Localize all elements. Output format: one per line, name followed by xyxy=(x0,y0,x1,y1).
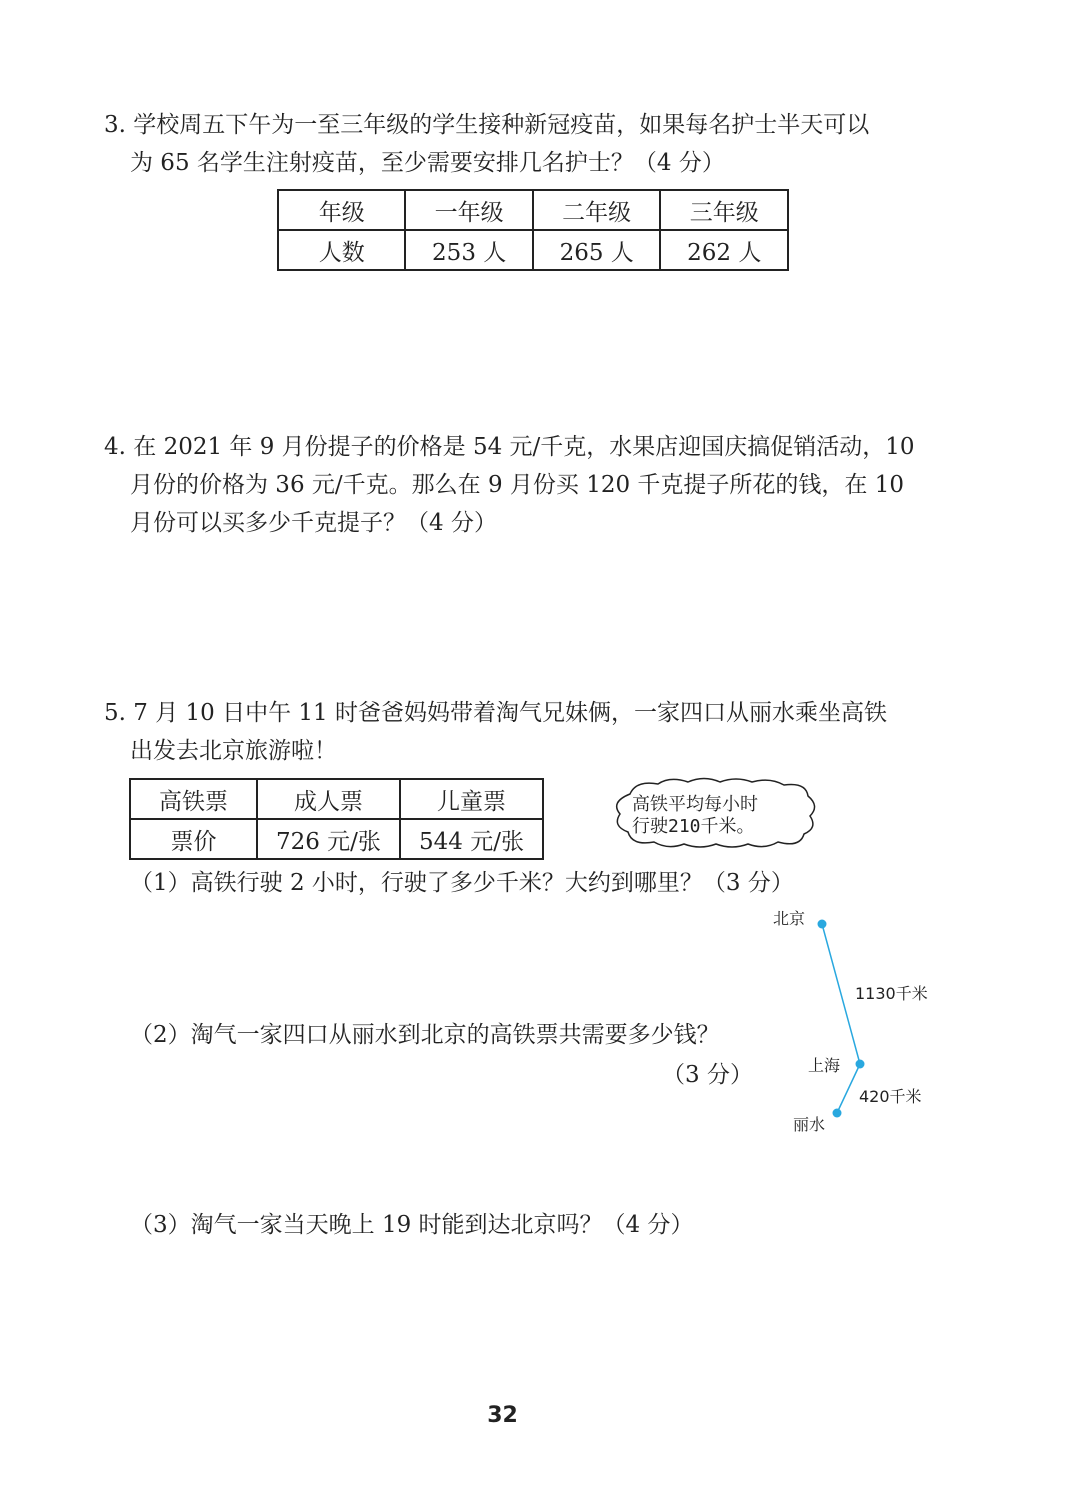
distance-lower-label: 420千米 xyxy=(859,1087,922,1106)
route-segment-lower xyxy=(837,1064,860,1113)
page-number: 32 xyxy=(487,1403,518,1428)
shanghai-label: 上海 xyxy=(808,1056,841,1075)
table-cell: 三年级 xyxy=(660,190,788,230)
beijing-label: 北京 xyxy=(773,909,806,928)
lishui-point xyxy=(833,1109,842,1118)
cloud-text xyxy=(632,794,758,838)
q4-line1: 4. 在 2021 年 9 月份提子的价格是 54 元/千克，水果店迎国庆搞促销活动，10 xyxy=(104,434,915,460)
q4-line2: 月份的价格为 36 元/千克。那么在 9 月份买 120 千克提子所花的钱，在 10 xyxy=(130,472,904,498)
cloud-line2: 行驶210千米。 xyxy=(632,816,755,837)
route-map xyxy=(770,900,970,1150)
table-row xyxy=(278,190,788,230)
table-row xyxy=(130,819,543,859)
cloud-line1: 高铁平均每小时 xyxy=(632,794,758,815)
table-cell: 544 元/张 xyxy=(400,819,543,859)
table-cell: 人数 xyxy=(278,230,405,270)
table-cell: 262 人 xyxy=(660,230,788,270)
table-cell: 一年级 xyxy=(405,190,533,230)
q5-ticket-table xyxy=(129,778,544,860)
beijing-point xyxy=(818,920,827,929)
q3-line2: 为 65 名学生注射疫苗，至少需要安排几名护士？（4 分） xyxy=(130,150,725,176)
q3-line1: 3. 学校周五下午为一至三年级的学生接种新冠疫苗，如果每名护士半天可以 xyxy=(104,112,870,138)
q5-sub1: （1）高铁行驶 2 小时，行驶了多少千米？大约到哪里？（3 分） xyxy=(130,870,794,896)
table-cell: 高铁票 xyxy=(130,779,257,819)
q5-sub3: （3）淘气一家当天晚上 19 时能到达北京吗？（4 分） xyxy=(130,1212,694,1238)
table-cell: 253 人 xyxy=(405,230,533,270)
table-cell: 成人票 xyxy=(257,779,400,819)
table-cell: 票价 xyxy=(130,819,257,859)
table-cell: 年级 xyxy=(278,190,405,230)
q5-line1: 5. 7 月 10 日中午 11 时爸爸妈妈带着淘气兄妹俩，一家四口从丽水乘坐高铁 xyxy=(104,700,887,726)
table-row xyxy=(278,230,788,270)
lishui-label: 丽水 xyxy=(793,1115,826,1134)
q5-sub2: （2）淘气一家四口从丽水到北京的高铁票共需要多少钱？ xyxy=(130,1022,720,1048)
table-cell: 二年级 xyxy=(533,190,661,230)
table-row xyxy=(130,779,543,819)
distance-upper-label: 1130千米 xyxy=(855,984,928,1003)
table-cell: 726 元/张 xyxy=(257,819,400,859)
table-cell: 265 人 xyxy=(533,230,661,270)
table-cell: 儿童票 xyxy=(400,779,543,819)
shanghai-point xyxy=(856,1060,865,1069)
q5-sub2-score: （3 分） xyxy=(662,1062,753,1088)
q4-line3: 月份可以买多少千克提子？（4 分） xyxy=(130,510,497,536)
q5-line2: 出发去北京旅游啦！ xyxy=(130,738,337,764)
q3-table xyxy=(277,189,789,271)
